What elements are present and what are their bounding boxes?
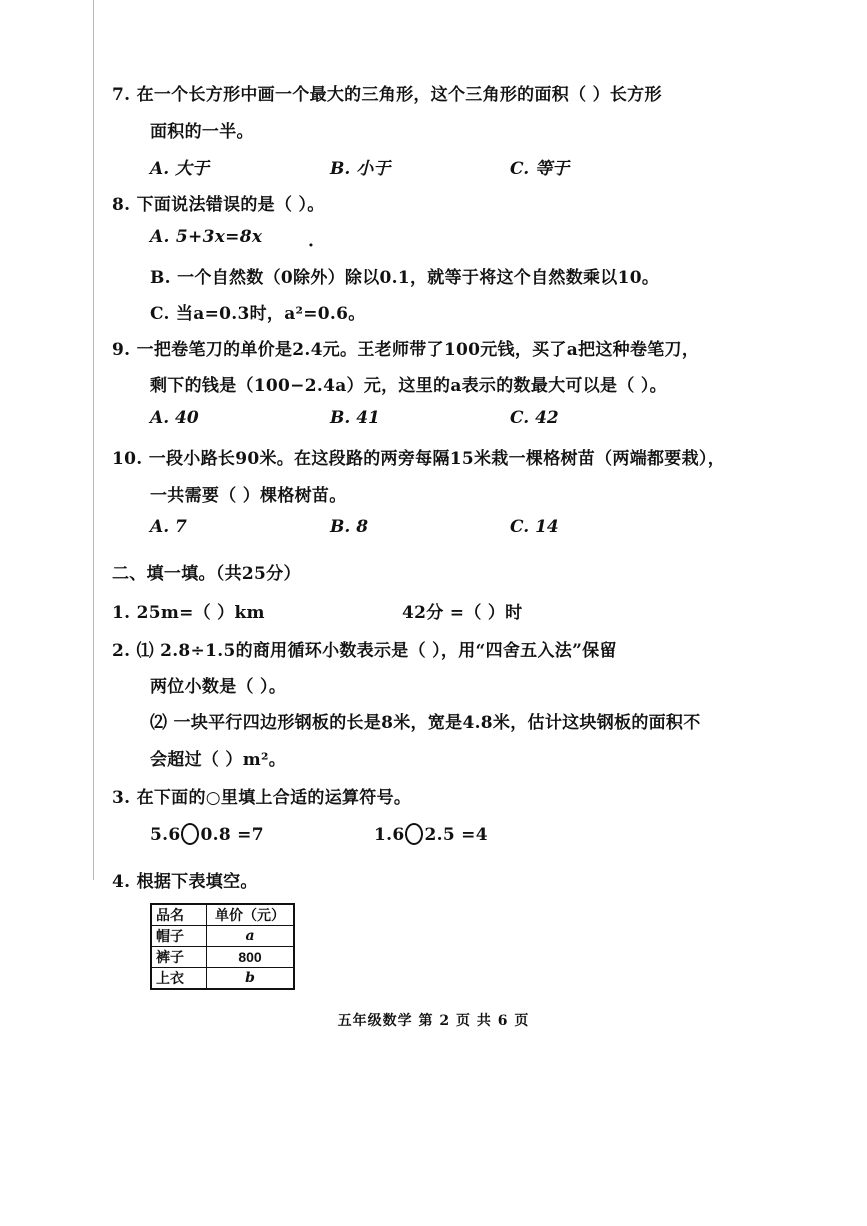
fill2-line4: 会超过（ ）m²。: [150, 750, 287, 770]
q7-option-a: A. 大于: [150, 159, 210, 179]
operator-circle[interactable]: [405, 823, 423, 845]
q9-option-b: B. 41: [330, 408, 380, 428]
eq2-right: 2.5 =4: [424, 825, 488, 845]
q10-line1: 10. 一段小路长90米。在这段路的两旁每隔15米栽一棵格树苗（两端都要栽），: [112, 449, 726, 469]
table-row: [151, 968, 294, 990]
q8-option-c: C. 当a=0.3时，a²=0.6。: [150, 304, 366, 324]
fill2-line3: ⑵ 一块平行四边形钢板的长是8米，宽是4.8米，估计这块钢板的面积不: [150, 713, 701, 733]
q10-option-a: A. 7: [150, 517, 187, 537]
fill3-equation-2: [374, 823, 488, 845]
q7-line2: 面积的一半。: [150, 122, 254, 142]
q7-option-b: B. 小于: [330, 159, 391, 179]
fill3-equation-1: [150, 823, 264, 845]
q10-line2: 一共需要（ ）棵格树苗。: [150, 486, 347, 506]
table-header-row: [151, 904, 294, 926]
fill2-line2: 两位小数是（ ）。: [150, 677, 287, 697]
stray-dot: ·: [308, 236, 314, 256]
q8-option-b: B. 一个自然数（0除外）除以0.1，就等于将这个自然数乘以10。: [150, 268, 660, 288]
fill1-right: 42分 =（ ）时: [402, 603, 523, 623]
q8-line1: 8. 下面说法错误的是（ ）。: [112, 195, 325, 215]
table-cell: 裤子: [151, 947, 207, 968]
table-cell: a: [207, 926, 295, 947]
q10-option-b: B. 8: [330, 517, 369, 537]
margin-line: [93, 0, 94, 880]
q9-line1: 9. 一把卷笔刀的单价是2.4元。王老师带了100元钱，买了a把这种卷笔刀，: [112, 340, 700, 360]
table-cell: 800: [207, 947, 295, 968]
q7-line1: 7. 在一个长方形中画一个最大的三角形，这个三角形的面积（ ）长方形: [112, 85, 662, 105]
table-row: [151, 947, 294, 968]
section-heading: 二、填一填。（共25分）: [112, 564, 301, 584]
page-footer: 五年级数学 第 2 页 共 6 页: [337, 1013, 530, 1029]
q8-option-a: A. 5+3x=8x: [150, 227, 263, 247]
table-header: 单价（元）: [207, 904, 295, 926]
fill3-line1: 3. 在下面的○里填上合适的运算符号。: [112, 788, 412, 808]
eq1-left: 5.6: [150, 825, 181, 845]
q9-line2: 剩下的钱是（100−2.4a）元，这里的a表示的数最大可以是（ ）。: [150, 376, 667, 396]
eq1-right: 0.8 =7: [200, 825, 264, 845]
fill2-line1: 2. ⑴ 2.8÷1.5的商用循环小数表示是（ ），用“四舍五入法”保留: [112, 641, 617, 661]
table-cell: 上衣: [151, 968, 207, 990]
fill4-line1: 4. 根据下表填空。: [112, 872, 258, 892]
q9-option-c: C. 42: [510, 408, 559, 428]
q10-option-c: C. 14: [510, 517, 559, 537]
price-table: [150, 903, 295, 990]
table-cell: 帽子: [151, 926, 207, 947]
q7-option-c: C. 等于: [510, 159, 570, 179]
q9-option-a: A. 40: [150, 408, 199, 428]
table-cell: b: [207, 968, 295, 990]
operator-circle[interactable]: [181, 823, 199, 845]
fill1-left: 1. 25m=（ ）km: [112, 603, 265, 623]
table-header: 品名: [151, 904, 207, 926]
table-row: [151, 926, 294, 947]
eq2-left: 1.6: [374, 825, 405, 845]
